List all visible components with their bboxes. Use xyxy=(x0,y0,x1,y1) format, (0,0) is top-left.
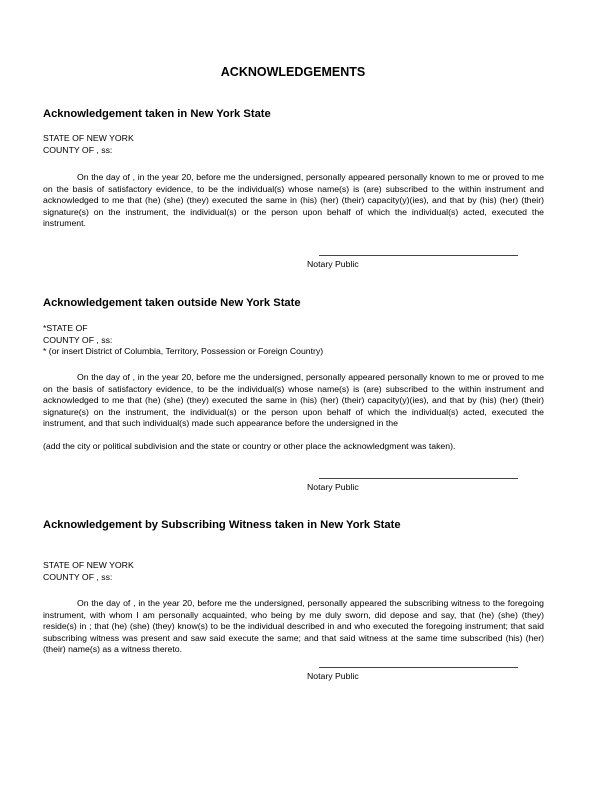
section3-county-line: COUNTY OF , ss: xyxy=(43,572,113,582)
section2-county-line: COUNTY OF , ss: xyxy=(43,335,113,345)
section3-heading: Acknowledgement by Subscribing Witness taken in New York State xyxy=(43,519,401,531)
section3-signature-line xyxy=(319,667,518,668)
section1-county-line: COUNTY OF , ss: xyxy=(43,145,113,155)
section1-notary-label: Notary Public xyxy=(307,259,359,269)
section2-signature-line xyxy=(319,478,518,479)
section2-paragraph: On the day of , in the year 20, before me the undersigned, personally appeared personally known to me or proved to me on the basis of satisfactory evidence, to be the individual(s) whose name(s) is (are) subscribed to the within instrument and acknowledged to me that (he) (she) (they) executed the same in (his) (her) (their) capacity(y)(ies), and that by (his) (her) (their) signature(s) on the instrument, the individual(s) or the person upon behalf of which the individual(s) acted, executed the instrument, and that such individual(s) made such appearance before the undersigned in the xyxy=(43,372,544,429)
section1-state-line: STATE OF NEW YORK xyxy=(43,133,134,143)
section1-signature-line xyxy=(319,255,518,256)
section1-heading: Acknowledgement taken in New York State xyxy=(43,108,271,120)
section3-paragraph: On the day of , in the year 20, before me the undersigned, personally appeared the subscribing witness to the foregoing instrument, with whom I am personally acquainted, who being by me duly sworn, did depose and say, that (he) (she) (they) reside(s) in ; that (he) (she) (they) know(s) to be the individual described in and who executed the foregoing instrument; that said subscribing witness was present and saw said execute the same; and that said witness at the same time subscribed (his) (her) (their) name(s) as a witness thereto. xyxy=(43,598,544,655)
section2-note-line: * (or insert District of Columbia, Territory, Possession or Foreign Country) xyxy=(43,346,324,356)
section2-state-line: *STATE OF xyxy=(43,323,88,333)
section3-state-line: STATE OF NEW YORK xyxy=(43,560,134,570)
section1-paragraph: On the day of , in the year 20, before me the undersigned, personally appeared personally known to me or proved to me on the basis of satisfactory evidence, to be the individual(s) whose name(s) is (are) subscribed to the within instrument and acknowledged to me that (he) (she) (they) executed the same in (his) (her) (their) capacity(y)(ies), and that by (his) (her) (their) signature(s) on the instrument, the individual(s) or the person upon behalf of which the individual(s) acted, executed the instrument. xyxy=(43,172,544,229)
section2-heading: Acknowledgement taken outside New York State xyxy=(43,297,301,309)
section2-paragraph-tail: (add the city or political subdivision and the state or country or other place the acknowledgment was taken). xyxy=(43,441,456,451)
document-title: ACKNOWLEDGEMENTS xyxy=(220,65,366,79)
section2-notary-label: Notary Public xyxy=(307,482,359,492)
section3-notary-label: Notary Public xyxy=(307,671,359,681)
